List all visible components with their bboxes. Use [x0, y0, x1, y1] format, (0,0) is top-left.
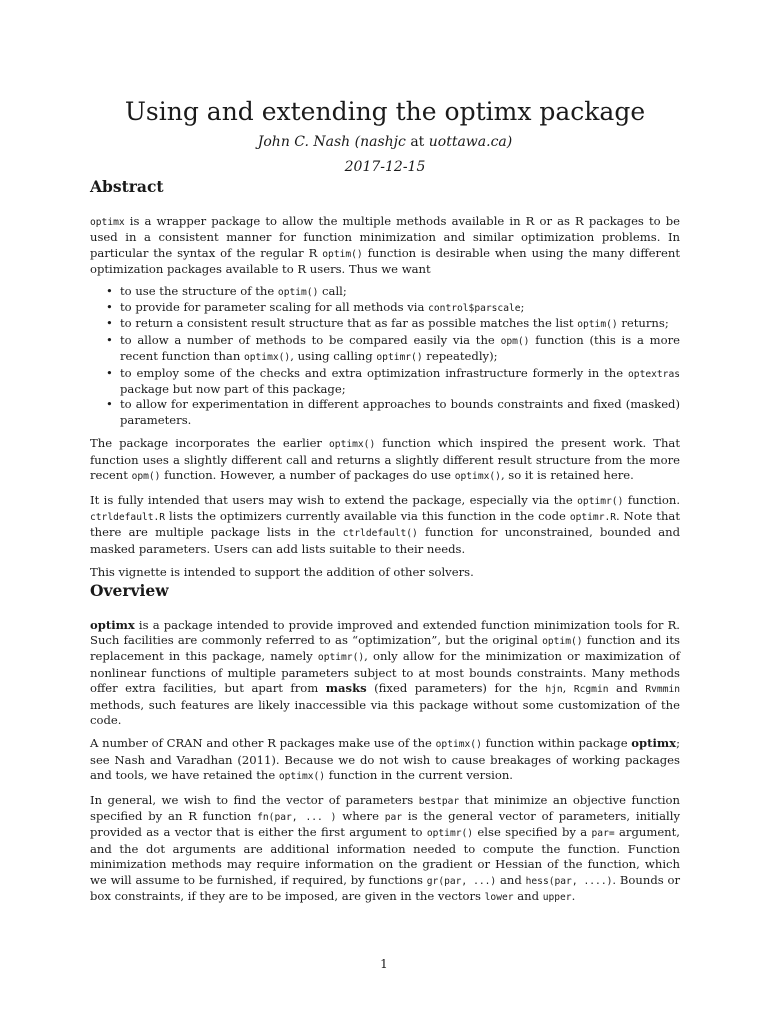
overview-paragraph-3 — [90, 793, 680, 906]
list-item — [120, 333, 680, 366]
code-span: par= — [591, 828, 615, 840]
text-span: else specified by a — [473, 825, 592, 840]
code-span: optimr() — [376, 352, 423, 364]
text-span: A number of CRAN and other R packages make use of the — [90, 736, 436, 751]
text-span: to allow a number of methods to be compared easily via the — [120, 332, 501, 347]
overview-paragraph-1 — [90, 618, 680, 729]
code-span: optimx() — [435, 739, 482, 751]
text-span: where — [336, 809, 385, 823]
abstract-paragraph-1 — [90, 214, 680, 278]
text-span: The package incorporates the earlier — [90, 436, 330, 451]
text-span: is a wrapper package to allow the multiple methods available in R or as R packages to be used in a consistent manner for function minimization and similar optimization problems. In particular the syntax of the regular R — [90, 214, 680, 260]
text-span: to return a consistent result structure that as far as possible matches the list — [120, 316, 578, 331]
page-content — [90, 96, 680, 905]
overview-heading: Overview — [90, 580, 169, 600]
text-span: package but now part of this package; — [120, 382, 346, 397]
code-span: optim() — [277, 286, 319, 298]
text-span: function (this is a more recent function than — [120, 332, 680, 364]
text-span: that minimize an objective function specified by an R function — [90, 792, 680, 823]
code-span: Rvmmin — [645, 684, 681, 696]
text-span: function and its replacement in this package, namely — [90, 632, 680, 664]
text-span: repeatedly); — [422, 349, 498, 364]
overview-paragraph-2 — [90, 736, 680, 784]
text-span: methods, such features are likely inaccessible via this package without some customization of the code. — [90, 697, 680, 727]
code-span: control$parscale — [428, 303, 521, 315]
text-span: ; — [520, 300, 525, 315]
bold-package-name: optimx — [631, 736, 677, 751]
text-span: to employ some of the checks and extra optimization infrastructure formerly in the — [120, 365, 629, 380]
text-span: , — [562, 681, 574, 696]
paper-date: 2017-12-15 — [344, 159, 426, 175]
text-span: function in the current version. — [325, 768, 513, 783]
code-span: ctrldefault.R — [90, 511, 166, 523]
code-span: bestpar — [418, 795, 460, 807]
text-span: is a package intended to provide improved and extended function minimization tools for R. Such facilities are commonly referred to as “optimization”, but the original — [90, 617, 680, 647]
code-span: gr(par, ...) — [426, 875, 497, 887]
bold-package-name: optimx — [90, 617, 135, 632]
text-span: to provide for parameter scaling for all methods via — [120, 300, 429, 315]
code-span: par — [384, 812, 403, 823]
code-optimx: optimx — [90, 217, 125, 228]
list-item — [120, 316, 680, 332]
text-span: call; — [318, 283, 347, 298]
text-span: and — [513, 889, 543, 904]
text-span: function for unconstrained, bounded and masked parameters. Users can add lists suitable to their needs. — [90, 525, 680, 556]
text-span: . Note that there are multiple package lists in the — [90, 508, 680, 540]
text-span: and — [496, 872, 526, 887]
code-optim: optim() — [322, 248, 363, 260]
page-number: 1 — [380, 957, 388, 971]
paper-title: Using and extending the optimx package — [124, 97, 646, 126]
abstract-paragraph-2 — [90, 436, 680, 484]
text-span: to allow for experimentation in different approaches to bounds constraints and fixed (masked) parameters. — [120, 397, 680, 427]
text-span: . — [571, 889, 576, 904]
code-span: fn(par, ... ) — [257, 812, 337, 823]
text-span: , using calling — [290, 349, 377, 364]
text-span: (fixed parameters) for the — [366, 681, 546, 696]
list-item — [120, 300, 680, 316]
code-span: hjn — [545, 684, 563, 696]
code-span: optimr() — [426, 828, 474, 840]
text-span: function. However, a number of packages do use — [160, 468, 455, 483]
author-name: John C. Nash (nashjc — [257, 134, 406, 150]
text-span: function. — [623, 492, 681, 507]
author-domain: uottawa.ca) — [428, 134, 513, 150]
abstract-paragraph-4: This vignette is intended to support the addition of other solvers. — [90, 565, 474, 580]
code-span: optimx() — [278, 771, 326, 783]
code-span: Rcgmin — [573, 684, 609, 696]
code-span: ctrldefault() — [342, 528, 418, 540]
code-span: optim() — [577, 319, 618, 331]
list-item — [120, 397, 680, 428]
code-span: hess(par, ....) — [525, 875, 613, 887]
code-span: optimx() — [243, 352, 291, 364]
code-span: opm() — [500, 335, 530, 347]
code-span: optimx() — [454, 471, 501, 483]
code-span: optextras — [628, 368, 680, 380]
code-span: optimr() — [317, 652, 365, 664]
text-span: to use the structure of the — [120, 283, 278, 298]
code-span: opm() — [131, 471, 161, 483]
list-item — [120, 284, 680, 300]
text-span: function within package — [481, 736, 632, 751]
code-span: optimr.R — [569, 511, 617, 523]
text-span: function is desirable when using the many different optimization packages available to R users. Thus we want — [90, 245, 680, 277]
bold-term: masks — [325, 681, 367, 696]
text-span: , so it is retained here. — [500, 468, 634, 483]
code-span: optimx() — [329, 439, 376, 451]
text-span: function which inspired the present work. That function uses a slightly different call and returns a slightly different result structure from the more recent — [90, 436, 680, 483]
text-span: . Bounds or box constraints, if they are to be imposed, are given in the vectors — [90, 872, 681, 904]
text-span: , only allow for the minimization or maximization of nonlinear functions of multiple parameters subject to at most bounds constraints. Many methods offer extra facilities, but apart from — [90, 649, 680, 696]
code-span: optimr() — [577, 495, 624, 507]
author-line — [90, 132, 680, 152]
abstract-paragraph-3 — [90, 493, 680, 558]
abstract-heading: Abstract — [90, 177, 164, 196]
text-span: In general, we wish to find the vector of parameters — [90, 792, 419, 807]
author-at: at — [410, 134, 425, 150]
code-span: lower — [484, 892, 514, 904]
text-span: lists the optimizers currently available via this function in the code — [165, 508, 570, 523]
text-span: argument, and the dot arguments are additional information needed to compute the function. Function minimization methods may require information on the gradient or Hessian of the function, which we will assume to be furnished, if required, by functions — [90, 825, 680, 887]
code-span: upper — [542, 892, 572, 904]
goals-list — [90, 284, 680, 429]
list-item — [120, 366, 680, 398]
text-span: ; see Nash and Varadhan (2011). Because we do not wish to cause breakages of working packages and tools, we have retained the — [90, 736, 680, 783]
text-span: is the general vector of parameters, initially provided as a vector that is either the first argument to — [90, 809, 680, 840]
text-span: It is fully intended that users may wish to extend the package, especially via the — [90, 492, 578, 507]
text-span: and — [608, 681, 646, 696]
text-span: returns; — [617, 316, 669, 331]
code-span: optim() — [542, 635, 583, 647]
